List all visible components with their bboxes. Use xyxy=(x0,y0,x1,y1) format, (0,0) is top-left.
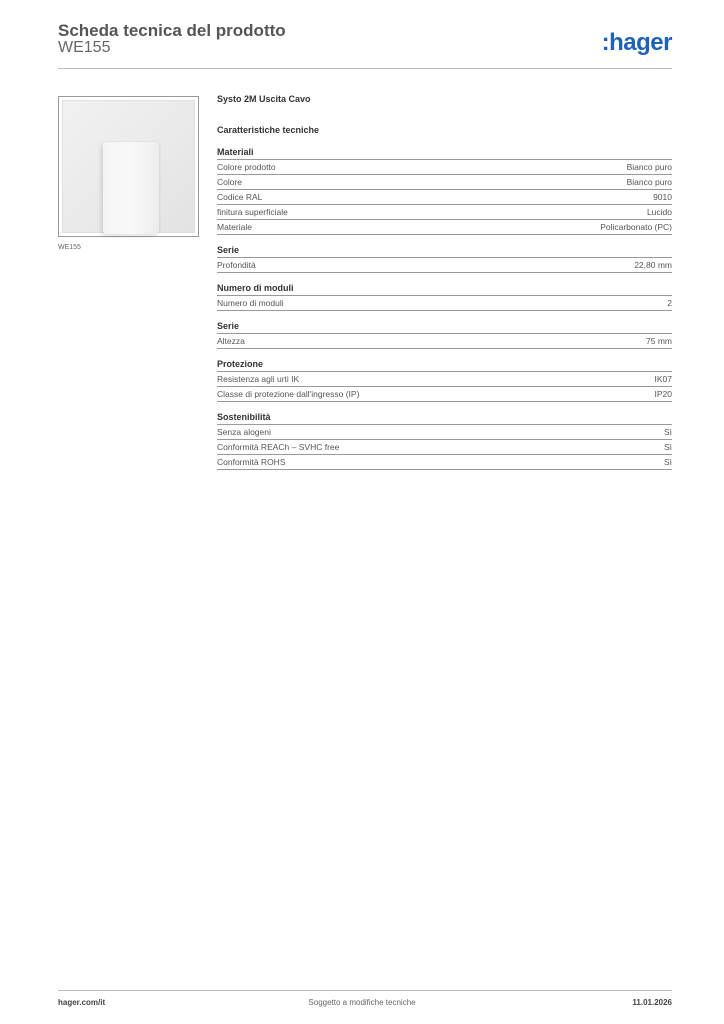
spec-row xyxy=(217,387,672,402)
spec-value: 9010 xyxy=(653,192,672,202)
section-title: Serie xyxy=(217,321,672,334)
cover-plate xyxy=(62,100,195,233)
section-title: Sostenibilità xyxy=(217,412,672,425)
spec-content xyxy=(217,94,672,480)
spec-row xyxy=(217,175,672,190)
spec-label: Colore xyxy=(217,177,243,187)
spec-section xyxy=(217,321,672,349)
spec-row xyxy=(217,160,672,175)
section-title: Materiali xyxy=(217,147,672,160)
cable-outlet-module xyxy=(103,142,159,234)
spec-row xyxy=(217,425,672,440)
spec-row xyxy=(217,455,672,470)
spec-row xyxy=(217,372,672,387)
specs-heading: Caratteristiche tecniche xyxy=(217,125,320,135)
spec-section xyxy=(217,245,672,273)
product-image xyxy=(58,96,199,237)
spec-label: Senza alogeni xyxy=(217,427,271,437)
section-title: Serie xyxy=(217,245,672,258)
spec-row xyxy=(217,205,672,220)
spec-label: Conformità REACh – SVHC free xyxy=(217,442,340,452)
spec-value: Policarbonato (PC) xyxy=(600,222,672,232)
image-caption: WE155 xyxy=(58,244,81,251)
spec-value: Sì xyxy=(663,457,672,467)
spec-label: Conformità ROHS xyxy=(217,457,286,467)
spec-value: Sì xyxy=(663,442,672,452)
footer-note: Soggetto a modifiche tecniche xyxy=(308,998,416,1007)
spec-section xyxy=(217,283,672,311)
section-title: Protezione xyxy=(217,359,672,372)
spec-value: IP20 xyxy=(654,389,672,399)
spec-label: finitura superficiale xyxy=(217,207,288,217)
footer-divider xyxy=(58,990,672,991)
spec-row xyxy=(217,190,672,205)
hager-logo: :hager xyxy=(601,29,672,56)
spec-label: Profondità xyxy=(217,260,256,270)
header-divider xyxy=(58,68,672,69)
section-title: Numero di moduli xyxy=(217,283,672,296)
spec-value: 75 mm xyxy=(646,336,672,346)
spec-value: Bianco puro xyxy=(626,177,672,187)
spec-label: Resistenza agli urti IK xyxy=(217,374,300,384)
spec-sections xyxy=(217,147,672,470)
spec-row xyxy=(217,334,672,349)
spec-value: IK07 xyxy=(654,374,672,384)
spec-value: Lucido xyxy=(646,207,672,217)
spec-label: Codice RAL xyxy=(217,192,263,202)
spec-label: Numero di moduli xyxy=(217,298,284,308)
product-name: Systo 2M Uscita Cavo xyxy=(217,94,311,104)
spec-value: 22,80 mm xyxy=(634,260,672,270)
spec-row xyxy=(217,296,672,311)
spec-label: Materiale xyxy=(217,222,252,232)
spec-section xyxy=(217,412,672,470)
spec-section xyxy=(217,147,672,235)
spec-value: Bianco puro xyxy=(626,162,672,172)
spec-label: Colore prodotto xyxy=(217,162,276,172)
footer-date: 11.01.2026 xyxy=(632,998,672,1007)
spec-value: 2 xyxy=(667,298,672,308)
spec-row xyxy=(217,440,672,455)
page-title: Scheda tecnica del prodotto xyxy=(58,21,286,40)
spec-row xyxy=(217,220,672,235)
spec-label: Altezza xyxy=(217,336,245,346)
spec-section xyxy=(217,359,672,402)
spec-label: Classe di protezione dall'ingresso (IP) xyxy=(217,389,360,399)
footer-site[interactable]: hager.com/it xyxy=(58,998,106,1007)
spec-value: Sì xyxy=(663,427,672,437)
product-code: WE155 xyxy=(58,39,111,56)
spec-row xyxy=(217,258,672,273)
